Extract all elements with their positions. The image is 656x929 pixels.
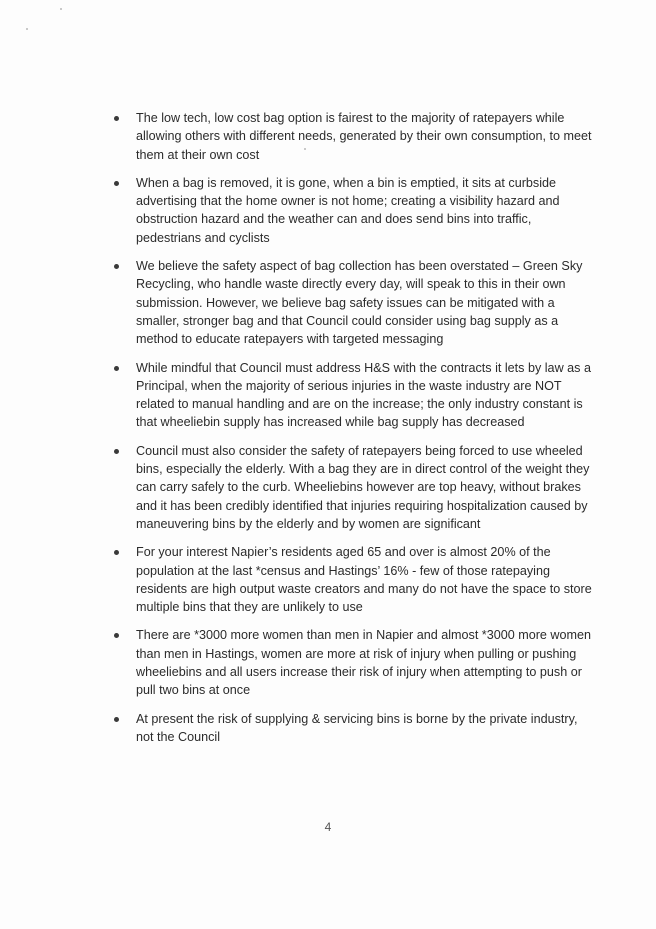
bullet-item [112,257,592,348]
bullet-icon [114,449,119,454]
bullet-list [112,109,592,756]
bullet-item [112,109,592,164]
bullet-icon [114,366,119,371]
scan-speck [26,28,28,30]
bullet-text: There are *3000 more women than men in Napier and almost *3000 more women than men in Hastings, women are more at risk of injury when pulling or pushing wheeliebins and all users increase their risk of injury when attempting to push or pull two bins at once [136,628,592,698]
bullet-icon [114,181,119,186]
bullet-item [112,626,592,699]
bullet-text: While mindful that Council must address H&S with the contracts it lets by law as a Principal, when the majority of serious injuries in the waste industry are NOT related to manual handling and are on the increase; the only industry constant is that wheeliebin supply has increased while bag supply has decreased [136,360,591,430]
bullet-text: Council must also consider the safety of ratepayers being forced to use wheeled bins, especially the elderly. With a bag they are in direct control of the weight they can carry safely to the curb. Wheeliebins however are top heavy, without brakes and it has been credibly identified that injuries requiring hospitalization caused by maneuvering bins by the elderly and by women are significant [136,443,590,531]
bullet-icon [114,264,119,269]
bullet-icon [114,550,119,555]
bullet-text: For your interest Napier’s residents aged 65 and over is almost 20% of the population at the last *census and Hastings’ 16% - few of those ratepaying residents are high output waste creators and many do not have the space to store multiple bins that they are unlikely to use [136,545,592,615]
bullet-text: At present the risk of supplying & servicing bins is borne by the private industry, not the Council [136,711,578,744]
bullet-icon [114,717,119,722]
page-number: 4 [324,820,332,834]
bullet-icon [114,633,119,638]
scan-speck [60,8,62,10]
bullet-item [112,710,592,747]
bullet-item [112,359,592,432]
bullet-item [112,174,592,247]
bullet-text: When a bag is removed, it is gone, when a bin is emptied, it sits at curbside advertising that the home owner is not home; creating a visibility hazard and obstruction hazard and the weather can and does send bins into traffic, pedestrians and cyclists [136,175,560,245]
bullet-text: We believe the safety aspect of bag collection has been overstated – Green Sky Recycling, who handle waste directly every day, will speak to this in their own submission. However, we believe bag safety issues can be mitigated with a smaller, stronger bag and that Council could consider using bag supply as a method to educate ratepayers with targeted messaging [136,259,583,347]
bullet-item [112,442,592,533]
bullet-icon [114,116,119,121]
bullet-item [112,543,592,616]
bullet-text: The low tech, low cost bag option is fairest to the majority of ratepayers while allowing others with different needs, generated by their own consumption, to meet them at their own cost [136,111,592,162]
